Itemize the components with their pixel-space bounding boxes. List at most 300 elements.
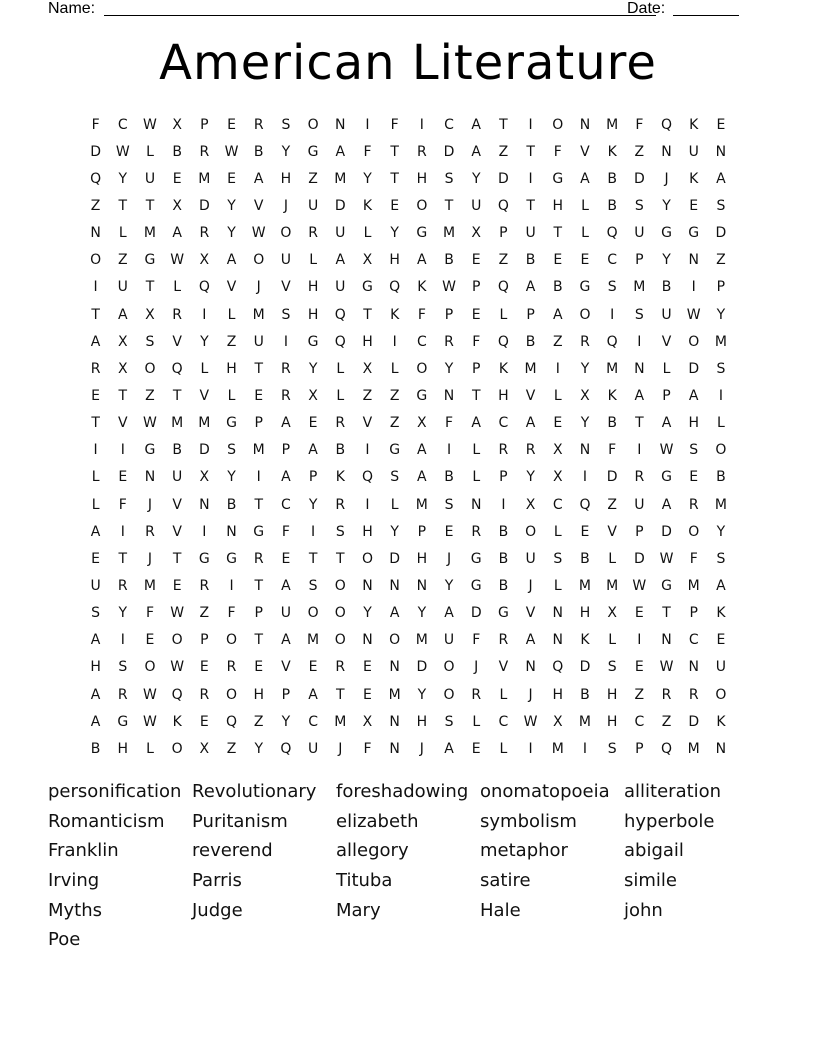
grid-letter: U	[280, 252, 292, 269]
grid-letter: P	[254, 415, 263, 432]
grid-letter: U	[280, 605, 292, 622]
grid-letter: Y	[444, 577, 454, 594]
grid-letter: T	[118, 387, 128, 404]
grid-letter: G	[552, 170, 564, 187]
grid-letter: T	[526, 143, 535, 160]
grid-letter: A	[90, 523, 101, 540]
grid-letter: T	[390, 143, 399, 160]
grid-letter: U	[172, 469, 183, 486]
grid-letter: R	[199, 143, 210, 160]
grid-letter: F	[472, 333, 481, 350]
grid-letter: X	[362, 252, 373, 269]
grid-letter: R	[471, 523, 482, 540]
grid-letter: J	[283, 197, 288, 214]
grid-letter: L	[173, 279, 182, 296]
grid-letter: Q	[171, 686, 183, 703]
worksheet-header	[48, 0, 748, 20]
grid-letter: Y	[308, 360, 318, 377]
grid-letter: I	[446, 442, 452, 459]
grid-letter: E	[254, 659, 264, 676]
grid-letter: A	[281, 577, 291, 594]
grid-letter: P	[689, 605, 698, 622]
grid-letter: E	[553, 252, 563, 269]
word-list	[48, 777, 768, 955]
grid-letter: N	[144, 469, 156, 486]
grid-letter: N	[335, 116, 346, 133]
grid-letter: R	[335, 415, 346, 432]
grid-letter: D	[198, 442, 210, 459]
grid-letter: Z	[552, 333, 563, 350]
grid-letter: X	[199, 740, 210, 757]
grid-letter: D	[389, 550, 401, 567]
grid-letter: P	[471, 279, 481, 296]
grid-letter: L	[390, 496, 399, 513]
grid-letter: L	[146, 143, 154, 160]
grid-letter: P	[444, 306, 454, 323]
grid-letter: K	[172, 713, 182, 730]
grid-letter: F	[363, 143, 372, 160]
grid-letter: E	[91, 387, 101, 404]
grid-letter: A	[525, 279, 536, 296]
grid-letter: Y	[363, 605, 372, 622]
grid-letter: T	[254, 577, 263, 594]
grid-letter: I	[120, 442, 125, 459]
grid-letter: E	[227, 116, 236, 133]
grid-letter: I	[365, 116, 370, 133]
grid-letter: O	[443, 659, 455, 676]
grid-letter: V	[525, 387, 536, 404]
grid-letter: E	[254, 387, 264, 404]
word-list-item: Romanticism	[48, 810, 165, 832]
grid-letter: I	[528, 740, 533, 757]
grid-letter: S	[716, 197, 726, 214]
word-list-item: Franklin	[48, 840, 119, 862]
grid-letter: W	[686, 306, 701, 323]
grid-letter: S	[145, 333, 155, 350]
grid-letter: Y	[118, 170, 128, 187]
grid-letter: L	[608, 550, 617, 567]
grid-letter: I	[555, 360, 560, 377]
grid-letter: O	[334, 577, 346, 594]
grid-letter: I	[637, 333, 642, 350]
grid-letter: A	[661, 496, 672, 513]
grid-letter: Z	[362, 387, 373, 404]
grid-letter: D	[633, 170, 645, 187]
grid-letter: E	[308, 659, 318, 676]
grid-letter: M	[143, 225, 157, 242]
grid-letter: Y	[118, 605, 128, 622]
grid-letter: Y	[716, 306, 726, 323]
grid-letter: Z	[634, 143, 645, 160]
grid-letter: E	[308, 415, 318, 432]
grid-letter: G	[470, 550, 482, 567]
grid-letter: O	[552, 116, 564, 133]
grid-letter: Z	[117, 252, 128, 269]
grid-letter: V	[281, 659, 291, 676]
grid-letter: U	[688, 143, 699, 160]
grid-letter: E	[199, 659, 209, 676]
grid-letter: X	[172, 116, 182, 133]
grid-letter: E	[363, 659, 372, 676]
grid-letter: W	[523, 713, 538, 730]
grid-letter: L	[336, 360, 345, 377]
grid-letter: T	[145, 197, 155, 214]
grid-letter: E	[471, 740, 481, 757]
grid-letter: L	[472, 442, 481, 459]
grid-letter: Y	[580, 360, 590, 377]
grid-letter: H	[416, 713, 428, 730]
word-list-item: Revolutionary	[192, 781, 317, 802]
grid-letter: M	[714, 496, 727, 513]
grid-letter: T	[118, 197, 128, 214]
grid-letter: D	[443, 143, 455, 160]
grid-letter: N	[688, 659, 699, 676]
grid-letter: M	[606, 577, 619, 594]
grid-letter: A	[688, 387, 699, 404]
grid-letter: O	[443, 686, 455, 703]
grid-letter: L	[581, 225, 589, 242]
word-list-item: Hale	[480, 899, 521, 921]
grid-letter: N	[688, 252, 699, 269]
grid-letter: N	[579, 442, 591, 459]
grid-letter: N	[579, 116, 591, 133]
grid-letter: A	[471, 143, 481, 160]
grid-letter: S	[444, 170, 454, 187]
grid-letter: Z	[199, 605, 210, 622]
grid-letter: R	[226, 659, 237, 676]
grid-letter: O	[226, 632, 238, 649]
grid-letter: E	[363, 686, 372, 703]
grid-letter: H	[606, 713, 618, 730]
grid-letter: M	[606, 116, 619, 133]
grid-letter: R	[117, 577, 128, 594]
grid-letter: U	[90, 577, 101, 594]
grid-letter: A	[444, 605, 454, 622]
grid-letter: R	[90, 360, 101, 377]
grid-letter: J	[147, 496, 153, 513]
grid-letter: Z	[389, 387, 400, 404]
word-list-item: Mary	[336, 899, 381, 921]
grid-letter: M	[442, 225, 456, 242]
grid-letter: I	[582, 740, 588, 757]
grid-letter: A	[471, 116, 481, 133]
grid-letter: M	[578, 577, 592, 594]
grid-letter: O	[171, 632, 183, 649]
grid-letter: E	[689, 197, 699, 214]
grid-letter: E	[91, 550, 101, 567]
grid-letter: T	[336, 686, 345, 703]
grid-letter: U	[634, 496, 645, 513]
grid-letter: L	[91, 496, 100, 513]
grid-letter: O	[715, 442, 727, 459]
grid-letter: A	[580, 170, 590, 187]
word-list-item: personification	[48, 781, 182, 802]
grid-letter: G	[144, 442, 156, 459]
grid-letter: H	[552, 197, 564, 214]
grid-letter: I	[202, 306, 207, 323]
grid-letter: Q	[497, 197, 509, 214]
grid-letter: A	[634, 387, 645, 404]
grid-letter: K	[335, 469, 345, 486]
grid-letter: W	[143, 116, 157, 133]
grid-letter: D	[334, 197, 346, 214]
grid-letter: Y	[390, 225, 399, 242]
grid-letter: B	[444, 252, 454, 269]
grid-letter: M	[198, 170, 211, 187]
grid-letter: U	[661, 306, 672, 323]
grid-letter: R	[199, 577, 210, 594]
grid-letter: A	[281, 632, 291, 649]
grid-letter: Y	[281, 713, 291, 730]
grid-letter: R	[199, 225, 210, 242]
grid-letter: T	[336, 550, 345, 567]
grid-letter: A	[389, 605, 400, 622]
grid-letter: R	[444, 333, 454, 350]
word-list-item: elizabeth	[336, 810, 419, 832]
grid-letter: A	[226, 252, 237, 269]
grid-letter: Q	[280, 740, 292, 757]
grid-letter: B	[607, 170, 617, 187]
grid-letter: Z	[226, 740, 237, 757]
grid-letter: S	[281, 116, 291, 133]
grid-letter: E	[580, 252, 590, 269]
grid-letter: M	[524, 360, 537, 377]
grid-letter: Q	[334, 306, 346, 323]
grid-letter: E	[689, 469, 699, 486]
grid-letter: R	[145, 523, 155, 540]
grid-letter: K	[362, 197, 373, 214]
grid-letter: N	[470, 496, 482, 513]
grid-letter: X	[199, 469, 210, 486]
grid-letter: S	[91, 605, 101, 622]
grid-letter: Y	[281, 143, 291, 160]
grid-letter: B	[172, 143, 182, 160]
grid-letter: Y	[227, 469, 236, 486]
grid-letter: M	[334, 170, 347, 187]
grid-letter: N	[389, 713, 400, 730]
grid-letter: X	[552, 469, 563, 486]
grid-letter: I	[691, 279, 696, 296]
grid-letter: C	[308, 713, 318, 730]
grid-letter: Z	[716, 252, 726, 269]
grid-letter: M	[687, 577, 700, 594]
grid-letter: D	[633, 550, 645, 567]
grid-letter: O	[307, 116, 319, 133]
grid-letter: E	[716, 116, 726, 133]
grid-letter: J	[419, 740, 424, 757]
grid-letter: D	[715, 225, 727, 242]
word-list-item: foreshadowing	[336, 781, 469, 802]
grid-letter: L	[146, 740, 154, 757]
grid-letter: D	[661, 523, 672, 540]
grid-letter: L	[118, 225, 127, 242]
grid-letter: H	[253, 686, 264, 703]
grid-letter: O	[688, 333, 700, 350]
grid-letter: T	[145, 279, 155, 296]
grid-letter: R	[498, 632, 509, 649]
grid-letter: D	[579, 659, 591, 676]
grid-letter: T	[526, 197, 535, 214]
grid-letter: B	[253, 143, 264, 160]
grid-letter: F	[472, 632, 481, 649]
grid-letter: V	[661, 333, 672, 350]
grid-letter: H	[280, 170, 292, 187]
grid-letter: M	[198, 415, 211, 432]
grid-letter: E	[444, 523, 454, 540]
grid-letter: C	[498, 415, 509, 432]
word-list-item: abigail	[624, 840, 684, 862]
grid-letter: Y	[662, 252, 671, 269]
grid-letter: B	[498, 550, 509, 567]
grid-letter: E	[471, 306, 481, 323]
grid-letter: R	[199, 686, 210, 703]
grid-letter: Q	[497, 279, 509, 296]
grid-letter: Z	[226, 333, 237, 350]
grid-letter: L	[227, 306, 236, 323]
grid-letter: S	[553, 550, 563, 567]
grid-letter: G	[416, 225, 428, 242]
grid-letter: J	[528, 686, 533, 703]
grid-letter: U	[307, 197, 319, 214]
grid-letter: V	[607, 523, 617, 540]
grid-letter: V	[281, 279, 291, 296]
grid-letter: A	[661, 415, 672, 432]
grid-letter: A	[525, 632, 536, 649]
grid-letter: R	[335, 659, 346, 676]
grid-letter: G	[579, 279, 591, 296]
grid-letter: Y	[526, 469, 535, 486]
grid-letter: V	[226, 279, 237, 296]
word-list-item: Irving	[48, 870, 100, 892]
grid-letter: E	[172, 170, 182, 187]
grid-letter: H	[362, 333, 373, 350]
grid-letter: R	[525, 442, 536, 459]
grid-letter: Q	[226, 713, 238, 730]
grid-letter: E	[580, 523, 590, 540]
grid-letter: B	[607, 415, 617, 432]
grid-letter: H	[226, 360, 237, 377]
grid-letter: A	[444, 740, 454, 757]
grid-letter: O	[416, 360, 428, 377]
grid-letter: X	[525, 496, 536, 513]
grid-letter: O	[389, 632, 401, 649]
grid-letter: D	[198, 197, 210, 214]
grid-letter: L	[499, 306, 508, 323]
grid-letter: U	[525, 225, 536, 242]
grid-letter: L	[472, 713, 481, 730]
grid-letter: W	[632, 577, 647, 594]
date-field-line[interactable]	[673, 0, 739, 16]
grid-letter: B	[607, 197, 617, 214]
grid-letter: T	[254, 496, 263, 513]
grid-letter: I	[718, 387, 723, 404]
grid-letter: M	[633, 279, 646, 296]
grid-letter: P	[200, 116, 209, 133]
grid-letter: L	[608, 632, 617, 649]
name-label: Name:	[48, 0, 96, 17]
grid-letter: E	[390, 197, 400, 214]
grid-letter: A	[716, 577, 726, 594]
grid-letter: B	[498, 577, 509, 594]
grid-letter: W	[170, 605, 185, 622]
grid-letter: S	[607, 740, 617, 757]
grid-letter: G	[362, 279, 373, 296]
grid-letter: K	[689, 170, 699, 187]
word-list-item: Poe	[48, 929, 81, 951]
grid-letter: B	[90, 740, 101, 757]
grid-letter: I	[528, 116, 533, 133]
grid-letter: R	[172, 306, 183, 323]
grid-letter: Q	[198, 279, 210, 296]
grid-letter: A	[417, 442, 427, 459]
grid-letter: U	[335, 279, 346, 296]
name-field-line[interactable]	[104, 0, 656, 16]
grid-letter: X	[172, 197, 182, 214]
grid-letter: C	[552, 496, 563, 513]
grid-letter: E	[281, 550, 291, 567]
grid-letter: B	[525, 333, 536, 350]
grid-letter: O	[361, 550, 373, 567]
grid-letter: R	[471, 686, 482, 703]
grid-letter: F	[281, 523, 290, 540]
grid-letter: Z	[389, 415, 400, 432]
grid-letter: L	[499, 686, 508, 703]
grid-letter: I	[120, 632, 125, 649]
grid-letter: L	[499, 740, 508, 757]
grid-letter: M	[143, 577, 157, 594]
grid-letter: B	[172, 442, 182, 459]
grid-letter: U	[117, 279, 128, 296]
grid-letter: J	[256, 279, 261, 296]
grid-letter: K	[607, 387, 617, 404]
grid-letter: T	[254, 360, 263, 377]
grid-letter: Z	[253, 713, 264, 730]
grid-letter: Y	[308, 496, 318, 513]
grid-letter: Z	[498, 252, 509, 269]
grid-letter: A	[525, 415, 536, 432]
grid-letter: W	[442, 279, 456, 296]
grid-letter: D	[606, 469, 618, 486]
grid-letter: G	[416, 387, 428, 404]
grid-letter: C	[416, 333, 427, 350]
grid-letter: E	[199, 713, 209, 730]
grid-letter: S	[607, 279, 617, 296]
grid-letter: Y	[417, 686, 427, 703]
word-list-item: allegory	[336, 840, 409, 862]
grid-letter: E	[227, 170, 236, 187]
grid-letter: Y	[716, 523, 726, 540]
grid-letter: X	[362, 360, 373, 377]
grid-letter: S	[118, 659, 128, 676]
grid-letter: H	[307, 306, 319, 323]
grid-letter: I	[610, 306, 615, 323]
grid-letter: C	[498, 713, 509, 730]
grid-letter: H	[498, 387, 509, 404]
grid-letter: N	[525, 659, 536, 676]
grid-letter: W	[143, 686, 157, 703]
grid-letter: B	[552, 279, 563, 296]
grid-letter: T	[363, 306, 372, 323]
grid-letter: X	[580, 387, 590, 404]
grid-letter: V	[362, 415, 373, 432]
grid-letter: F	[91, 116, 100, 133]
grid-letter: H	[606, 686, 618, 703]
grid-letter: T	[91, 415, 100, 432]
grid-letter: Q	[606, 333, 618, 350]
grid-letter: S	[308, 577, 318, 594]
grid-letter: V	[253, 197, 264, 214]
word-list-item: hyperbole	[624, 810, 715, 832]
